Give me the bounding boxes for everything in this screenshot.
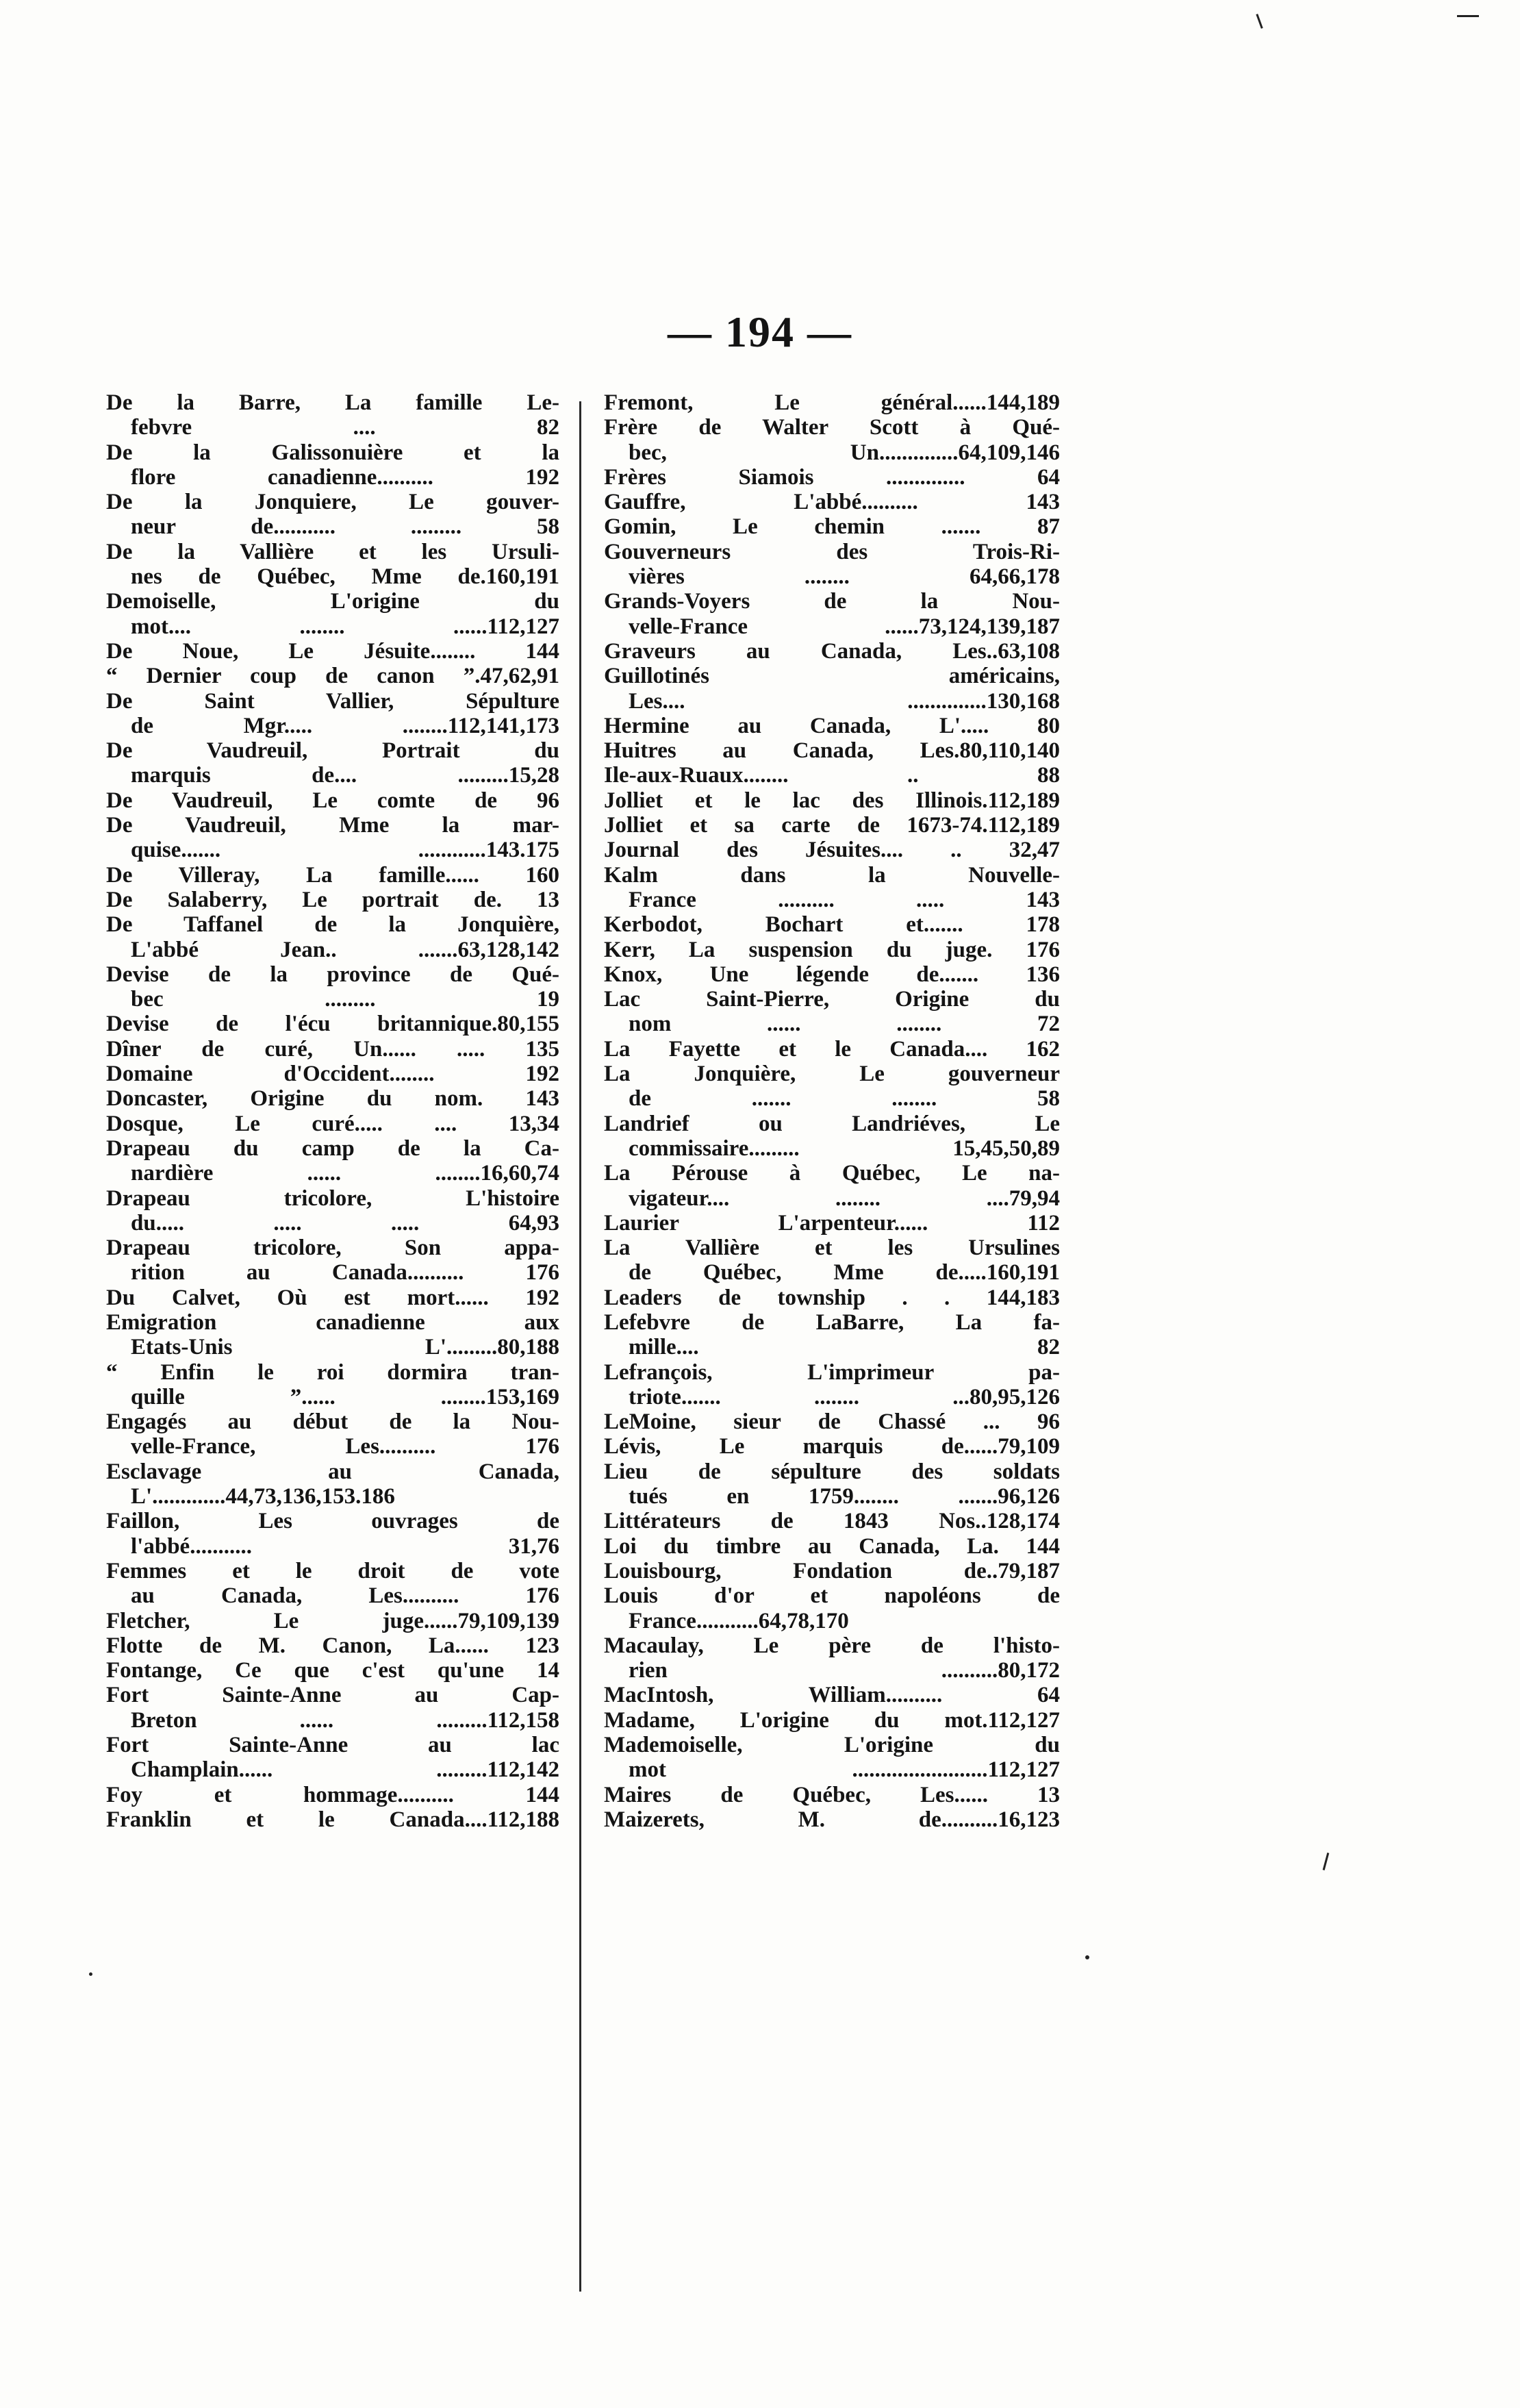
index-entry: Jolliet et le lac des Illinois.112,189: [604, 788, 1060, 813]
index-entry: Devise de l'écu britannique.80,155: [106, 1012, 559, 1037]
index-entry: Frère de Walter Scott à Qué- bec, Un..............64,109,146: [604, 415, 1060, 465]
scan-mark: [89, 1972, 92, 1976]
index-entry: La Pérouse à Québec, Le na- vigateur.... ........ ....79,94: [604, 1161, 1060, 1211]
scan-mark: [1457, 15, 1479, 17]
index-entry: Fort Sainte-Anne au lac Champlain...... .........112,142: [106, 1733, 559, 1783]
index-entry: Macaulay, Le père de l'histo- rien ..........80,172: [604, 1633, 1060, 1683]
index-entry: Lieu de sépulture des soldats tués en 1759........ .......96,126: [604, 1459, 1060, 1509]
index-entry: Graveurs au Canada, Les..63,108: [604, 638, 1060, 664]
index-entry: Drapeau tricolore, L'histoire du..... ..... ..... 64,93: [106, 1186, 559, 1236]
index-entry: Fontange, Ce que c'est qu'une 14: [106, 1658, 559, 1683]
index-entry: “ Dernier coup de canon ”.47,62,91: [106, 664, 559, 689]
index-entry: Du Calvet, Où est mort...... 192: [106, 1285, 559, 1310]
index-entry: Foy et hommage.......... 144: [106, 1782, 559, 1807]
index-entry: LeMoine, sieur de Chassé ... 96: [604, 1409, 1060, 1435]
index-entry: De Taffanel de la Jonquière, L'abbé Jean.. .......63,128,142: [106, 912, 559, 962]
index-entry: De la Vallière et les Ursuli- nes de Québec, Mme de.160,191: [106, 539, 559, 590]
index-entry: Fort Sainte-Anne au Cap- Breton ...... .........112,158: [106, 1683, 559, 1733]
index-entry: Madame, L'origine du mot.112,127: [604, 1707, 1060, 1733]
index-entry: Jolliet et sa carte de 1673-74.112,189: [604, 813, 1060, 838]
index-entry: De Vaudreuil, Mme la mar- quise....... ............143.175: [106, 813, 559, 863]
index-entry: Gouverneurs des Trois-Ri- vières ........ 64,66,178: [604, 539, 1060, 590]
index-entry: Maires de Québec, Les...... 13: [604, 1782, 1060, 1807]
index-entry: Journal des Jésuites.... .. 32,47: [604, 838, 1060, 863]
index-entry: Hermine au Canada, L'..... 80: [604, 713, 1060, 738]
index-entry: Domaine d'Occident........ 192: [106, 1062, 559, 1087]
index-entry: Louisbourg, Fondation de..79,187: [604, 1558, 1060, 1583]
scan-mark: [1323, 1853, 1330, 1870]
index-entry: De Vaudreuil, Portrait du marquis de.... .........15,28: [106, 738, 559, 788]
index-entry: Demoiselle, L'origine du mot.... ........ ......112,127: [106, 589, 559, 639]
index-entry: Mademoiselle, L'origine du mot ........................112,127: [604, 1733, 1060, 1783]
index-entry: Dosque, Le curé..... .... 13,34: [106, 1111, 559, 1136]
index-entry: Ile-aux-Ruaux........ .. 88: [604, 763, 1060, 788]
index-entry: MacIntosh, William.......... 64: [604, 1683, 1060, 1708]
index-entry: La Jonquière, Le gouverneur de ....... ........ 58: [604, 1062, 1060, 1112]
index-entry: Kerr, La suspension du juge. 176: [604, 937, 1060, 962]
index-entry: Maizerets, M. de..........16,123: [604, 1807, 1060, 1832]
index-entry: “ Enfin le roi dormira tran- quille ”...... ........153,169: [106, 1359, 559, 1409]
index-entry: Femmes et le droit de vote au Canada, Les.......... 176: [106, 1558, 559, 1609]
index-entry: Littérateurs de 1843 Nos..128,174: [604, 1509, 1060, 1534]
index-entry: Lefrançois, L'imprimeur pa- triote....... ........ ...80,95,126: [604, 1359, 1060, 1409]
scan-mark: [1256, 14, 1263, 29]
index-entry: Franklin et le Canada....112,188: [106, 1807, 559, 1832]
index-entry: De la Jonquiere, Le gouver- neur de........... ......... 58: [106, 490, 559, 540]
index-entry: Knox, Une légende de....... 136: [604, 962, 1060, 987]
index-entry: Doncaster, Origine du nom. 143: [106, 1086, 559, 1112]
index-entry: Flotte de M. Canon, La...... 123: [106, 1633, 559, 1658]
index-entry: La Fayette et le Canada.... 162: [604, 1036, 1060, 1062]
index-entry: Drapeau du camp de la Ca- nardière ...... ........16,60,74: [106, 1136, 559, 1186]
index-entry: Frères Siamois .............. 64: [604, 464, 1060, 490]
index-entry: De Noue, Le Jésuite........ 144: [106, 638, 559, 664]
index-entry: Kalm dans la Nouvelle- France .......... ..... 143: [604, 862, 1060, 912]
index-entry: Loi du timbre au Canada, La. 144: [604, 1533, 1060, 1559]
index-entry: Laurier L'arpenteur...... 112: [604, 1210, 1060, 1236]
index-column-right: [604, 390, 1060, 1832]
index-entry: Guillotinés américains, Les.... ..............130,168: [604, 664, 1060, 714]
index-entry: Emigration canadienne aux Etats-Unis L'.........80,188: [106, 1309, 559, 1360]
index-entry: Louis d'or et napoléons de France...........64,78,170: [604, 1583, 1060, 1633]
index-entry: Fremont, Le général......144,189: [604, 390, 1060, 415]
index-entry: De Vaudreuil, Le comte de 96: [106, 788, 559, 813]
index-column-left: [106, 390, 559, 1832]
index-entry: De Saint Vallier, Sépulture de Mgr..... ........112,141,173: [106, 688, 559, 738]
index-entry: De la Galissonuière et la flore canadienne.......... 192: [106, 440, 559, 490]
index-entry: Fletcher, Le juge......79,109,139: [106, 1608, 559, 1633]
index-entry: Kerbodot, Bochart et....... 178: [604, 912, 1060, 938]
index-entry: Engagés au début de la Nou- velle-France, Les.......... 176: [106, 1409, 559, 1459]
index-entry: Faillon, Les ouvrages de l'abbé........... 31,76: [106, 1509, 559, 1559]
index-entry: Gomin, Le chemin ....... 87: [604, 514, 1060, 540]
index-entry: Leaders de township . . 144,183: [604, 1285, 1060, 1310]
scan-mark: [1085, 1955, 1089, 1959]
index-entry: Lac Saint-Pierre, Origine du nom ...... ........ 72: [604, 987, 1060, 1037]
index-entry: Landrief ou Landriéves, Le commissaire......... 15,45,50,89: [604, 1111, 1060, 1161]
page-number: — 194 —: [668, 308, 852, 356]
index-entry: Lévis, Le marquis de......79,109: [604, 1434, 1060, 1459]
index-entry: Gauffre, L'abbé.......... 143: [604, 490, 1060, 515]
index-entry: Devise de la province de Qué- bec ......... 19: [106, 962, 559, 1012]
index-entry: De Salaberry, Le portrait de. 13: [106, 887, 559, 912]
index-entry: De Villeray, La famille...... 160: [106, 862, 559, 888]
index-entry: De la Barre, La famille Le- febvre .... 82: [106, 390, 559, 440]
index-entry: La Vallière et les Ursulines de Québec, Mme de.....160,191: [604, 1236, 1060, 1285]
index-entry: Lefebvre de LaBarre, La fa- mille.... 82: [604, 1309, 1060, 1360]
index-entry: Drapeau tricolore, Son appa- rition au Canada.......... 176: [106, 1236, 559, 1285]
index-entry: Dîner de curé, Un...... ..... 135: [106, 1036, 559, 1062]
index-entry: Esclavage au Canada, L'.............44,73,136,153.186: [106, 1459, 559, 1509]
index-entry: Huitres au Canada, Les.80,110,140: [604, 738, 1060, 764]
column-divider: [579, 401, 581, 2292]
index-entry: Grands-Voyers de la Nou- velle-France ......73,124,139,187: [604, 589, 1060, 639]
